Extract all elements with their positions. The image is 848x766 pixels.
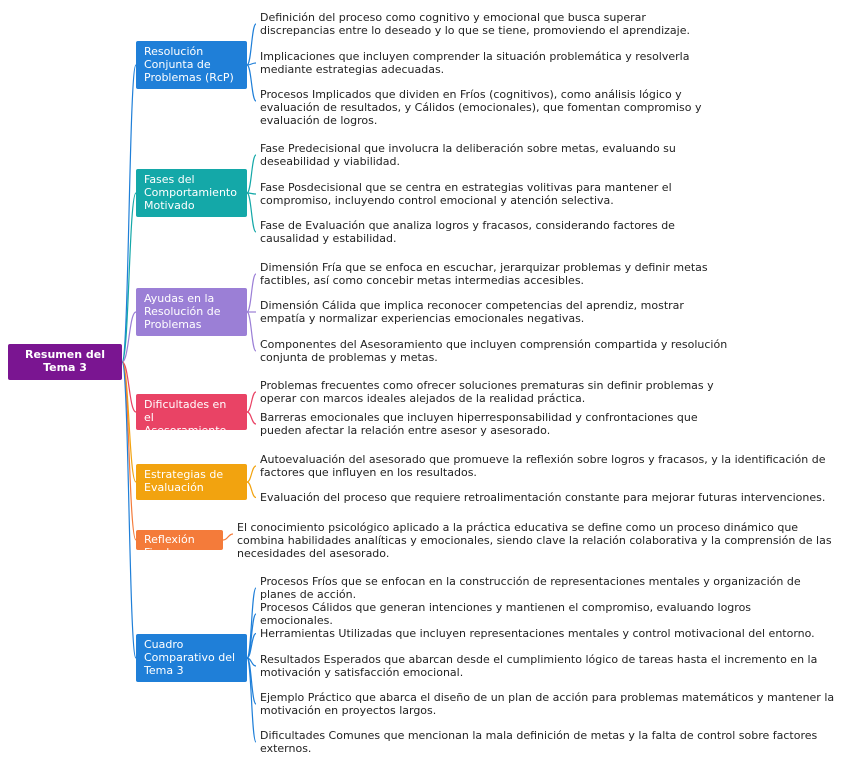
leaf-connector-3-0 [247,392,256,412]
branch-node-estrategias[interactable]: Estrategias de Evaluación [136,464,247,500]
leaf-cuadro-calidos: Procesos Cálidos que generan intenciones y mantienen el compromiso, evaluando logros emocionales. [260,601,752,627]
leaf-estrategias-proceso: Evaluación del proceso que requiere retroalimentación constante para mejorar futuras intervenciones. [260,491,826,504]
leaf-connector-2-2 [247,312,256,351]
leaf-fases-posdecisional: Fase Posdecisional que se centra en estrategias volitivas para mantener el compromiso, incluyendo control emocional y atención selectiva. [260,181,672,207]
branch-node-fases[interactable]: Fases del Comportamiento Motivado [136,169,247,217]
leaf-dificultades-barreras: Barreras emocionales que incluyen hiperresponsabilidad y confrontaciones que pueden afectar la relación entre asesor y asesorado. [260,411,698,437]
root-connector-0 [122,65,136,362]
root-connector-4 [122,362,136,482]
branch-node-dificultades[interactable]: Dificultades en el Asesoramiento [136,394,247,430]
leaf-rcp-implicaciones: Implicaciones que incluyen comprender la situación problemática y resolverla mediante estrategias adecuadas. [260,50,690,76]
leaf-dificultades-problemas: Problemas frecuentes como ofrecer soluciones prematuras sin definir problemas y operar con marcos ideales alejados de la realidad práctica. [260,379,714,405]
branch-node-rcp[interactable]: Resolución Conjunta de Problemas (RcP) [136,41,247,89]
root-node[interactable]: Resumen del Tema 3 [8,344,122,380]
root-connector-5 [122,362,136,540]
leaf-connector-1-0 [247,155,256,193]
branch-node-reflexion[interactable]: Reflexión Final [136,530,223,550]
leaf-ayudas-fria: Dimensión Fría que se enfoca en escuchar, jerarquizar problemas y definir metas factibles, así como concebir metas intermedias accesibles. [260,261,708,287]
leaf-cuadro-dificultades: Dificultades Comunes que mencionan la mala definición de metas y la falta de control sobre factores externos. [260,729,818,755]
leaf-estrategias-autoevaluacion: Autoevaluación del asesorado que promueve la reflexión sobre logros y fracasos, y la identificación de factores que influyen en los resultados. [260,453,826,479]
leaf-cuadro-herramientas: Herramientas Utilizadas que incluyen representaciones mentales y control motivacional del entorno. [260,627,815,640]
leaf-connector-6-4 [247,658,256,704]
leaf-rcp-definicion: Definición del proceso como cognitivo y emocional que busca superar discrepancias entre lo deseado y lo que se tiene, promoviendo el aprendizaje. [260,11,690,37]
leaf-cuadro-ejemplo: Ejemplo Práctico que abarca el diseño de un plan de acción para problemas matemáticos y mantener la motivación en proyectos largos. [260,691,835,717]
leaf-connector-6-3 [247,658,256,666]
leaf-cuadro-frios: Procesos Fríos que se enfocan en la construcción de representaciones mentales y organización de planes de acción. [260,575,801,601]
leaf-connector-4-0 [247,466,256,482]
leaf-cuadro-resultados: Resultados Esperados que abarcan desde el cumplimiento lógico de tareas hasta el incremento en la motivación y satisfacción emocional. [260,653,818,679]
root-connector-6 [122,362,136,658]
leaf-connector-1-1 [247,193,256,194]
branch-node-ayudas[interactable]: Ayudas en la Resolución de Problemas [136,288,247,336]
leaf-connector-3-1 [247,412,256,424]
leaf-connector-5-0 [223,534,233,540]
leaf-connector-0-1 [247,63,256,65]
root-connector-3 [122,362,136,412]
leaf-connector-1-2 [247,193,256,232]
leaf-connector-6-0 [247,588,256,658]
leaf-connector-6-5 [247,658,256,742]
leaf-connector-0-0 [247,24,256,65]
root-connector-2 [122,312,136,362]
leaf-connector-0-2 [247,65,256,101]
leaf-ayudas-calida: Dimensión Cálida que implica reconocer competencias del aprendiz, mostrar empatía y normalizar experiencias emocionales negativas. [260,299,684,325]
leaf-connector-2-0 [247,274,256,312]
leaf-fases-evaluacion: Fase de Evaluación que analiza logros y fracasos, considerando factores de causalidad y estabilidad. [260,219,675,245]
branch-node-cuadro[interactable]: Cuadro Comparativo del Tema 3 [136,634,247,682]
root-connector-1 [122,193,136,362]
leaf-connector-6-2 [247,634,256,659]
leaf-rcp-procesos: Procesos Implicados que dividen en Fríos (cognitivos), como análisis lógico y evaluación de resultados, y Cálidos (emocionales), que fomentan compromiso y evaluación de logros. [260,88,702,127]
leaf-connector-6-1 [247,614,256,658]
leaf-connector-4-1 [247,482,256,498]
leaf-ayudas-componentes: Componentes del Asesoramiento que incluyen comprensión compartida y resolución conjunta de problemas y metas. [260,338,728,364]
leaf-reflexion-conocimiento: El conocimiento psicológico aplicado a la práctica educativa se define como un proceso dinámico que combina habilidades analíticas y emocionales, siendo clave la relación colaborativa y la comprensión de las necesidades del asesorado. [237,521,832,560]
leaf-fases-predecisional: Fase Predecisional que involucra la deliberación sobre metas, evaluando su deseabilidad y viabilidad. [260,142,676,168]
